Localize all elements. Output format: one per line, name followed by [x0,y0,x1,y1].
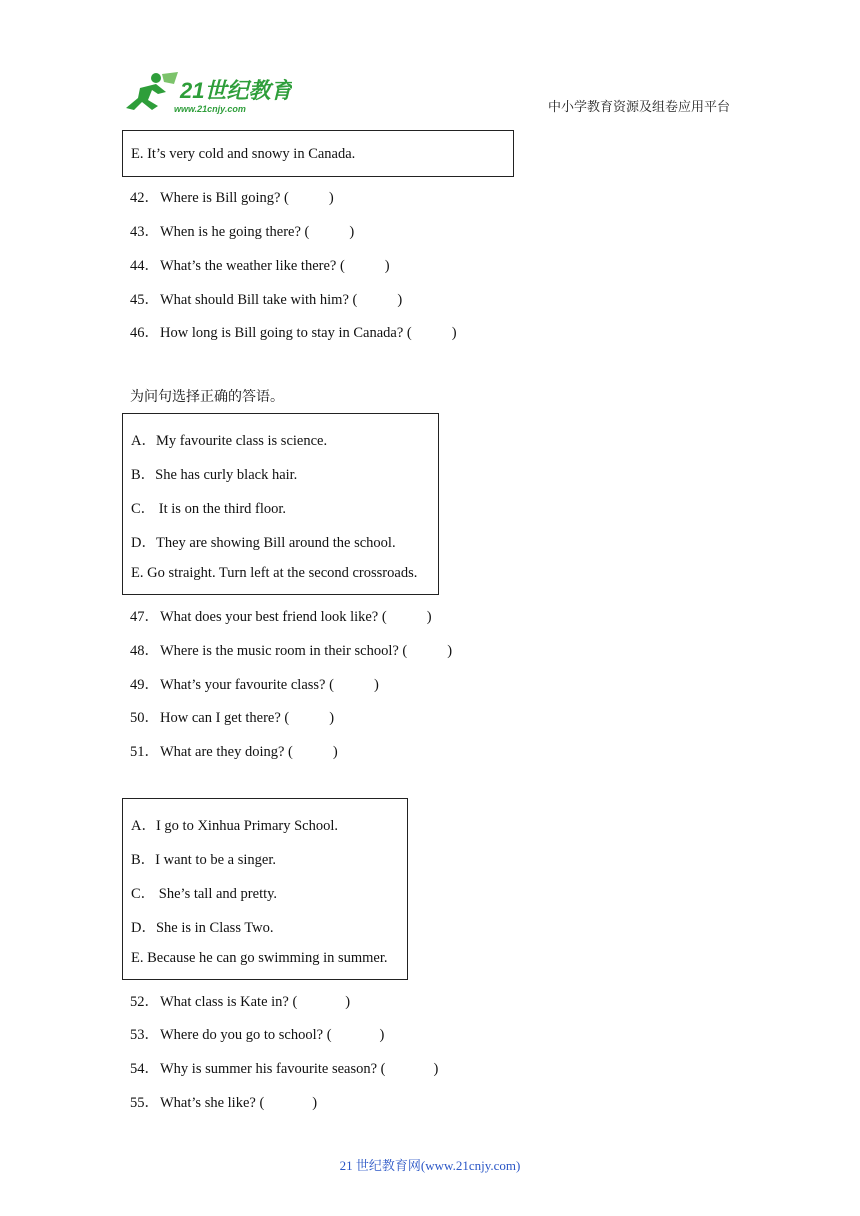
section-instruction: 为问句选择正确的答语。 [130,389,284,405]
question-43: 43．When is he going there? ( ) [130,224,355,240]
option-b: B．I want to be a singer. [131,852,276,868]
option-d: D．She is in Class Two. [131,920,274,936]
header-platform-text: 中小学教育资源及组卷应用平台 [547,100,730,115]
footer-link[interactable]: 21 世纪教育网(www.21cnjy.com) [339,1158,521,1173]
question-54: 54．Why is summer his favourite season? ( ) [130,1061,439,1077]
options-box-1 [122,130,514,177]
question-50: 50．How can I get there? ( ) [130,710,335,726]
options-box-2 [122,413,439,595]
question-46: 46．How long is Bill going to stay in Canada? ( ) [130,325,457,341]
option-a: A．I go to Xinhua Primary School. [131,818,339,834]
option-e: E. Because he can go swimming in summer. [131,950,388,966]
question-53: 53．Where do you go to school? ( ) [130,1027,385,1043]
site-logo [122,70,292,116]
option-e: E. It’s very cold and snowy in Canada. [131,146,356,162]
options-box-3 [122,798,408,980]
question-42: 42．Where is Bill going? ( ) [130,190,334,206]
option-d: D．They are showing Bill around the school. [131,535,396,551]
question-51: 51．What are they doing? ( ) [130,744,338,760]
runner-logo-icon [122,70,292,116]
option-c: C． She’s tall and pretty. [131,886,278,902]
question-45: 45．What should Bill take with him? ( ) [130,292,403,308]
option-b: B．She has curly black hair. [131,467,298,483]
option-c: C． It is on the third floor. [131,501,287,517]
question-48: 48．Where is the music room in their school? ( ) [130,643,453,659]
logo-title: 21世纪教育 [180,78,292,103]
question-44: 44．What’s the weather like there? ( ) [130,258,390,274]
logo-url: www.21cnjy.com [174,104,246,114]
question-49: 49．What’s your favourite class? ( ) [130,677,379,693]
option-e: E. Go straight. Turn left at the second crossroads. [131,565,418,581]
question-47: 47．What does your best friend look like? ( ) [130,609,432,625]
question-52: 52．What class is Kate in? ( ) [130,994,351,1010]
option-a: A．My favourite class is science. [131,433,328,449]
question-55: 55．What’s she like? ( ) [130,1095,318,1111]
